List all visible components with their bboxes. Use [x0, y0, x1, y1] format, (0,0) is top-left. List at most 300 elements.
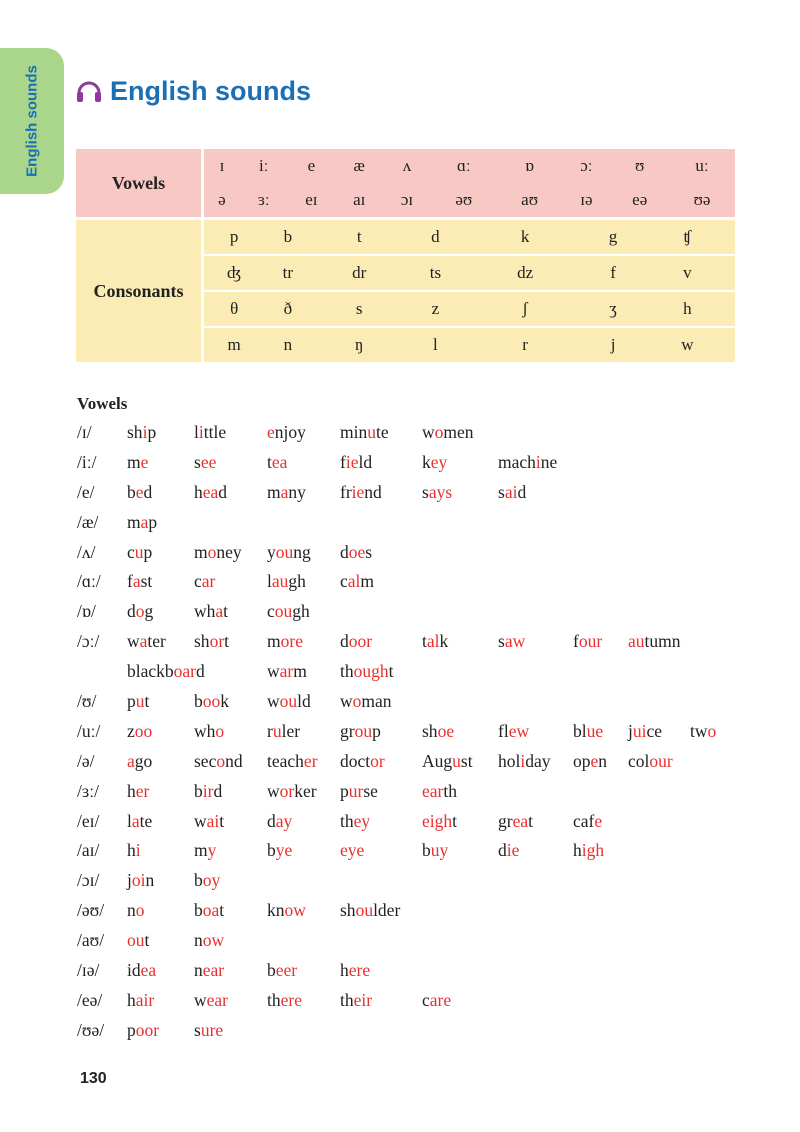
- word-part: gh: [288, 571, 306, 592]
- highlighted-letters: ou: [275, 541, 294, 562]
- consonant-symbol-cell: k: [464, 219, 587, 256]
- word-part: th: [340, 810, 354, 831]
- phoneme-symbol: /ɪ/: [77, 422, 92, 442]
- word-part: man: [361, 691, 392, 712]
- example-word: [267, 896, 306, 926]
- highlighted-letters: ye: [275, 840, 293, 861]
- highlighted-letters: al: [347, 571, 361, 592]
- example-word: [422, 717, 454, 747]
- word-part: j: [127, 870, 132, 891]
- highlighted-letters: igh: [581, 840, 605, 861]
- example-word: [340, 478, 382, 508]
- example-word: [422, 986, 451, 1016]
- highlighted-letters: eye: [340, 840, 365, 861]
- highlighted-letters: ey: [353, 810, 371, 831]
- consonant-symbol-cell: h: [640, 291, 735, 327]
- highlighted-letters: ow: [284, 900, 306, 921]
- phoneme-symbol: /aɪ/: [77, 840, 100, 861]
- vowel-symbol-cell: eə: [610, 183, 669, 219]
- example-word: [194, 597, 228, 627]
- consonant-symbol-cell: w: [640, 327, 735, 362]
- highlighted-letters: al: [426, 631, 440, 652]
- highlighted-letters: er: [135, 780, 150, 801]
- word-part: b: [267, 960, 276, 981]
- highlighted-letters: ere: [280, 989, 302, 1010]
- word-part: r: [267, 720, 273, 741]
- highlighted-letters: ea: [202, 481, 219, 502]
- example-word: [267, 657, 307, 687]
- word-part: m: [127, 451, 141, 472]
- word-part: j: [628, 720, 633, 741]
- highlighted-letters: u: [367, 422, 376, 442]
- word-part: bl: [573, 720, 587, 741]
- word-part: m: [194, 840, 208, 861]
- word-part: p: [148, 511, 158, 532]
- highlighted-letters: o: [215, 720, 225, 741]
- consonant-symbol-cell: t: [311, 219, 407, 256]
- word-part: l: [267, 571, 272, 592]
- word-part: c: [127, 541, 135, 562]
- word-part: w: [422, 422, 435, 442]
- highlighted-letters: eigh: [422, 810, 453, 831]
- highlighted-letters: ey: [430, 451, 448, 472]
- example-word: [340, 717, 381, 747]
- vowel-symbol-cell: ɔɪ: [383, 183, 431, 219]
- example-word: [267, 717, 300, 747]
- vowels-section-title: Vowels: [77, 394, 128, 413]
- example-word: [340, 567, 374, 597]
- phoneme-symbol: /ʊ/: [77, 691, 97, 712]
- word-part: ney: [216, 541, 242, 562]
- word-part: teach: [267, 750, 304, 771]
- consonant-symbol-cell: ð: [264, 291, 311, 327]
- word-part: ler: [281, 720, 301, 741]
- example-word: [498, 807, 533, 837]
- highlighted-letters: ew: [508, 720, 530, 741]
- word-part: kn: [267, 900, 285, 921]
- consonant-symbol-cell: d: [407, 219, 464, 256]
- example-word: [127, 717, 152, 747]
- highlighted-letters: u: [134, 541, 144, 562]
- word-part: k: [422, 451, 431, 472]
- highlighted-letters: i: [142, 422, 148, 442]
- vowel-symbol-cell: æ: [335, 149, 383, 183]
- example-word: [340, 418, 389, 448]
- vowel-symbol-cell: əʊ: [431, 183, 497, 219]
- highlighted-letters: ea: [271, 451, 288, 472]
- highlighted-letters: au: [628, 631, 645, 652]
- highlighted-letters: a: [280, 481, 289, 502]
- word-part: njoy: [274, 422, 306, 442]
- highlighted-letters: a: [127, 750, 135, 771]
- highlighted-letters: oar: [173, 661, 197, 682]
- highlighted-letters: are: [429, 989, 452, 1010]
- example-word: [194, 687, 229, 717]
- highlighted-letters: eer: [275, 960, 298, 981]
- word-part: h: [127, 989, 136, 1010]
- highlighted-letters: oa: [202, 900, 220, 921]
- word-part: t: [528, 810, 533, 831]
- word-part: tumn: [644, 631, 681, 652]
- phoneme-symbol: /ɑː/: [77, 571, 101, 592]
- example-word: [340, 538, 372, 568]
- word-part: fl: [498, 720, 509, 741]
- highlighted-letters: a: [132, 571, 141, 592]
- example-word: [127, 986, 154, 1016]
- word-part: sh: [194, 631, 210, 652]
- example-word: [127, 896, 145, 926]
- highlighted-letters: ou: [274, 601, 293, 622]
- highlighted-letters: ai: [504, 481, 518, 502]
- word-part: doct: [340, 750, 371, 771]
- example-word: [194, 717, 224, 747]
- word-part: hol: [498, 750, 521, 771]
- word-part: t: [422, 631, 427, 652]
- consonant-symbol-cell: f: [586, 255, 639, 291]
- word-part: b: [194, 900, 203, 921]
- word-part: t: [144, 691, 150, 712]
- consonant-symbol-cell: tr: [264, 255, 311, 291]
- highlighted-letters: e: [267, 422, 275, 442]
- highlighted-letters: ou: [279, 691, 298, 712]
- word-part: sh: [340, 900, 356, 921]
- highlighted-letters: u: [272, 720, 282, 741]
- highlighted-letters: aw: [504, 631, 526, 652]
- word-part: st: [140, 571, 153, 592]
- highlighted-letters: ou: [127, 930, 145, 951]
- highlighted-letters: ou: [354, 720, 373, 741]
- word-part: b: [194, 691, 203, 712]
- vowel-symbol-cell: ʌ: [383, 149, 431, 183]
- example-word: [194, 956, 224, 986]
- consonant-symbol-cell: ŋ: [311, 327, 407, 362]
- consonant-symbol-cell: θ: [203, 291, 265, 327]
- highlighted-letters: ea: [512, 810, 529, 831]
- example-word: [267, 687, 311, 717]
- word-part: m: [127, 511, 141, 532]
- example-word: [127, 418, 156, 448]
- consonant-symbol-cell: b: [264, 219, 311, 256]
- phoneme-symbol: /ɔɪ/: [77, 870, 100, 891]
- highlighted-letters: a: [131, 810, 140, 831]
- word-part: d: [196, 661, 205, 682]
- example-word: [194, 836, 216, 866]
- word-part: d: [143, 481, 153, 502]
- word-part: s: [194, 451, 201, 472]
- example-word: [127, 807, 152, 837]
- word-part: h: [194, 481, 203, 502]
- phoneme-symbol: /eə/: [77, 989, 103, 1010]
- highlighted-letters: or: [279, 780, 295, 801]
- vowel-symbol-cell: eɪ: [287, 183, 335, 219]
- word-part: z: [127, 720, 135, 741]
- example-word: [127, 508, 157, 538]
- word-part: d: [498, 840, 507, 861]
- example-word: [422, 836, 448, 866]
- example-word: [422, 747, 473, 777]
- word-part: t: [144, 930, 150, 951]
- word-part: w: [340, 691, 353, 712]
- word-part: n: [194, 930, 203, 951]
- consonant-symbol-cell: m: [203, 327, 265, 362]
- word-part: ng: [293, 541, 311, 562]
- highlighted-letters: ere: [348, 960, 371, 981]
- word-part: ne: [540, 451, 558, 472]
- example-word: [340, 956, 370, 986]
- word-part: ter: [147, 631, 166, 652]
- vowels-row-header: Vowels: [76, 149, 203, 219]
- word-part: w: [194, 989, 207, 1010]
- consonant-symbol-cell: r: [464, 327, 587, 362]
- page-number: 130: [80, 1070, 107, 1087]
- consonant-symbol-cell: ts: [407, 255, 464, 291]
- phoneme-symbol: /uː/: [77, 720, 101, 741]
- word-part: b: [194, 870, 203, 891]
- example-word: [340, 896, 400, 926]
- highlighted-letters: ure: [200, 1019, 224, 1040]
- example-word: [340, 777, 378, 807]
- word-part: t: [224, 631, 230, 652]
- vowel-symbol-cell: ɒ: [497, 149, 563, 183]
- consonant-symbol-cell: dz: [464, 255, 587, 291]
- word-part: f: [340, 451, 346, 472]
- highlighted-letters: ie: [506, 840, 520, 861]
- highlighted-letters: a: [140, 511, 149, 532]
- highlighted-letters: or: [370, 750, 385, 771]
- phoneme-symbol: /ə/: [77, 750, 95, 771]
- phoneme-symbol: /ɒ/: [77, 601, 96, 622]
- example-word: [628, 627, 681, 657]
- word-part: nd: [225, 750, 243, 771]
- example-word: [498, 747, 551, 777]
- example-word: [194, 807, 224, 837]
- word-part: h: [340, 960, 349, 981]
- word-part: t: [223, 601, 229, 622]
- highlighted-letters: o: [216, 750, 226, 771]
- highlighted-letters: our: [578, 631, 603, 652]
- example-word: [127, 567, 152, 597]
- word-part: mach: [498, 451, 536, 472]
- sounds-table: [76, 149, 735, 362]
- word-part: m: [360, 571, 375, 592]
- word-part: w: [127, 631, 140, 652]
- example-word: [267, 777, 317, 807]
- example-word: [573, 717, 603, 747]
- word-part: se: [363, 780, 378, 801]
- vowel-symbol-cell: ɜː: [240, 183, 288, 219]
- example-word: [573, 627, 602, 657]
- word-part: go: [134, 750, 153, 771]
- highlighted-letters: e: [135, 481, 144, 502]
- word-part: t: [452, 810, 458, 831]
- word-part: d: [218, 481, 228, 502]
- word-part: gh: [292, 601, 310, 622]
- word-part: t: [219, 900, 225, 921]
- word-part: ker: [294, 780, 317, 801]
- vowel-symbol-cell: ɪə: [563, 183, 611, 219]
- highlighted-letters: oy: [202, 870, 221, 891]
- word-part: lder: [373, 900, 401, 921]
- word-part: d: [127, 601, 136, 622]
- word-part: b: [267, 840, 276, 861]
- phoneme-symbol: /ʊə/: [77, 1019, 105, 1040]
- word-part: g: [144, 601, 154, 622]
- example-word: [422, 807, 457, 837]
- word-part: th: [267, 989, 281, 1010]
- highlighted-letters: er: [303, 750, 318, 771]
- word-part: n: [194, 960, 203, 981]
- word-part: k: [439, 631, 449, 652]
- word-part: ld: [358, 451, 373, 472]
- highlighted-letters: oe: [437, 720, 455, 741]
- example-word: [127, 687, 149, 717]
- example-word: [690, 717, 716, 747]
- highlighted-letters: i: [198, 422, 204, 442]
- highlighted-letters: o: [352, 691, 362, 712]
- example-word: [194, 418, 226, 448]
- example-word: [498, 836, 519, 866]
- highlighted-letters: oo: [202, 691, 221, 712]
- vowel-symbol-cell: ɔː: [563, 149, 611, 183]
- highlighted-letters: oe: [348, 541, 366, 562]
- vowel-symbol-cell: ə: [203, 183, 240, 219]
- highlighted-letters: ur: [348, 780, 364, 801]
- phoneme-symbol: /iː/: [77, 451, 97, 472]
- word-part: t: [267, 451, 272, 472]
- example-word: [267, 597, 310, 627]
- example-word: [340, 747, 385, 777]
- example-word: [628, 747, 673, 777]
- example-word: [194, 448, 216, 478]
- word-part: c: [422, 989, 430, 1010]
- word-part: s: [422, 481, 429, 502]
- highlighted-letters: i: [535, 451, 541, 472]
- word-part: l: [127, 810, 132, 831]
- example-word: [267, 448, 287, 478]
- word-part: id: [127, 960, 141, 981]
- highlighted-letters: au: [271, 571, 289, 592]
- word-part: ny: [288, 481, 306, 502]
- example-word: [194, 747, 243, 777]
- vowel-symbol-cell: uː: [669, 149, 735, 183]
- word-part: n: [598, 750, 608, 771]
- consonant-symbol-cell: l: [407, 327, 464, 362]
- highlighted-letters: a: [215, 601, 224, 622]
- example-word: [194, 1016, 223, 1046]
- word-part: s: [498, 631, 505, 652]
- example-word: [340, 687, 392, 717]
- phoneme-symbol: /æ/: [77, 511, 99, 532]
- consonant-symbol-cell: n: [264, 327, 311, 362]
- word-part: sec: [194, 750, 217, 771]
- highlighted-letters: ar: [279, 661, 294, 682]
- example-word: [498, 717, 529, 747]
- consonant-symbol-cell: dr: [311, 255, 407, 291]
- word-part: y: [267, 541, 276, 562]
- highlighted-letters: oor: [348, 631, 373, 652]
- example-word: [498, 448, 557, 478]
- word-part: wh: [194, 601, 216, 622]
- word-part: p: [340, 780, 349, 801]
- word-part: f: [127, 571, 133, 592]
- highlighted-letters: ue: [586, 720, 604, 741]
- example-word: [340, 657, 394, 687]
- example-word: [127, 1016, 159, 1046]
- word-part: s: [194, 1019, 201, 1040]
- example-word: [194, 567, 215, 597]
- word-part: op: [573, 750, 591, 771]
- word-part: s: [498, 481, 505, 502]
- word-part: tw: [690, 720, 708, 741]
- example-word: [194, 986, 228, 1016]
- word-part: m: [194, 541, 208, 562]
- highlighted-letters: e: [594, 810, 603, 831]
- vowel-symbol-cell: ɪ: [203, 149, 240, 183]
- highlighted-letters: o: [135, 900, 145, 921]
- example-word: [194, 926, 224, 956]
- word-part: p: [147, 422, 157, 442]
- word-part: ce: [646, 720, 663, 741]
- highlighted-letters: o: [434, 422, 444, 442]
- highlighted-letters: e: [590, 750, 599, 771]
- word-part: th: [340, 989, 354, 1010]
- consonant-symbol-cell: g: [586, 219, 639, 256]
- highlighted-letters: oor: [135, 1019, 160, 1040]
- vowel-symbol-cell: ʊ: [610, 149, 669, 183]
- highlighted-letters: u: [452, 750, 461, 771]
- word-part: c: [340, 571, 348, 592]
- vowel-symbol-cell: e: [287, 149, 335, 183]
- highlighted-letters: e: [140, 451, 149, 472]
- word-part: m: [267, 631, 281, 652]
- example-word: [267, 418, 306, 448]
- example-word: [267, 956, 297, 986]
- example-word: [340, 986, 372, 1016]
- example-word: [127, 478, 152, 508]
- vowel-symbol-cell: aʊ: [497, 183, 563, 219]
- example-word: [422, 448, 447, 478]
- word-part: ld: [297, 691, 311, 712]
- example-word: [127, 836, 141, 866]
- word-part: p: [127, 691, 136, 712]
- word-part: te: [375, 422, 389, 442]
- consonant-symbol-cell: p: [203, 219, 265, 256]
- word-part: d: [340, 631, 349, 652]
- example-word: [628, 717, 662, 747]
- highlighted-letters: air: [135, 989, 155, 1010]
- highlighted-letters: ore: [280, 631, 303, 652]
- highlighted-letters: a: [139, 631, 148, 652]
- highlighted-letters: ar: [201, 571, 216, 592]
- word-part: t: [219, 810, 225, 831]
- example-word: [267, 986, 302, 1016]
- word-part: b: [127, 481, 136, 502]
- highlighted-letters: uy: [430, 840, 449, 861]
- word-part: p: [372, 720, 381, 741]
- example-word: [340, 807, 370, 837]
- example-word: [573, 747, 607, 777]
- word-part: day: [525, 750, 551, 771]
- consonant-symbol-cell: ʃ: [464, 291, 587, 327]
- example-word: [573, 836, 604, 866]
- word-part: col: [628, 750, 650, 771]
- word-part: c: [194, 571, 202, 592]
- word-part: blackb: [127, 661, 174, 682]
- highlighted-letters: ear: [202, 960, 225, 981]
- highlighted-letters: ough: [353, 661, 389, 682]
- consonant-symbol-cell: v: [640, 255, 735, 291]
- word-part: w: [267, 780, 280, 801]
